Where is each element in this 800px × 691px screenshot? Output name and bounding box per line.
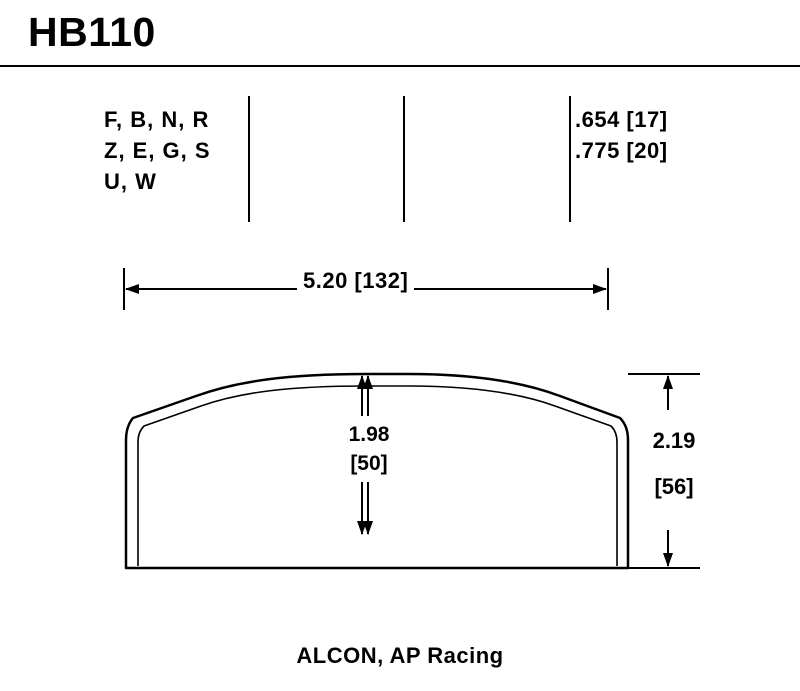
overall-height-inches: 2.19 [652,428,696,453]
compound-code-row-2: Z, E, G, S [104,138,211,163]
thickness-row-1: .654 [17] [575,107,668,132]
thickness-list [575,104,705,166]
inner-height-label [338,420,400,478]
compound-code-list [104,104,211,197]
overall-height-label [639,418,709,510]
thickness-row-2: .775 [20] [575,138,668,163]
part-number: HB110 [28,9,156,55]
inner-height-mm: [50] [350,452,388,475]
compound-code-row-3: U, W [104,169,157,194]
overall-width-label: 5.20 [132] [297,268,414,294]
overall-height-mm: [56] [654,474,694,499]
compound-code-row-1: F, B, N, R [104,107,210,132]
brand-label: ALCON, AP Racing [296,643,504,668]
inner-height-inches: 1.98 [348,423,390,446]
